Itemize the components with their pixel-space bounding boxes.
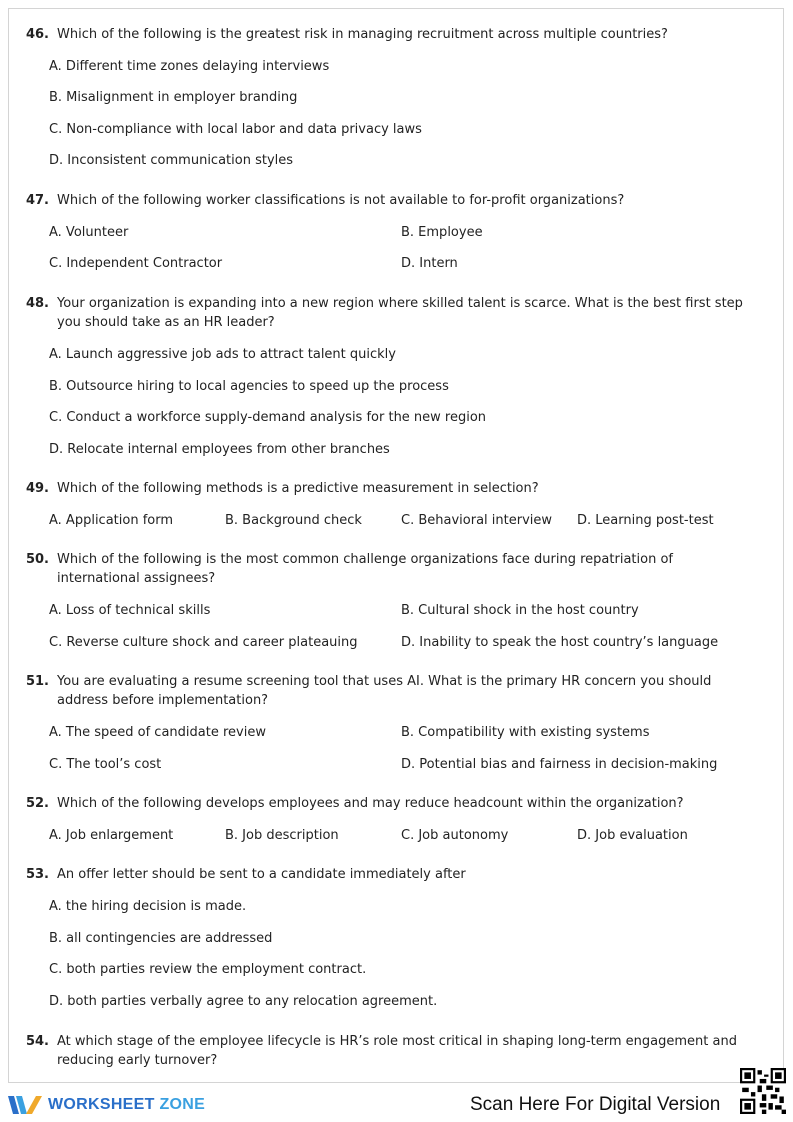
question-48 — [9, 294, 769, 332]
question-number: 49. — [25, 481, 49, 496]
option-d[interactable]: D. Intern — [401, 256, 458, 271]
question-text: Which of the following worker classifications is not available to for-profit organizations? — [57, 193, 625, 208]
option-d[interactable]: D. both parties verbally agree to any relocation agreement. — [49, 994, 438, 1009]
brand-logo[interactable] — [8, 1094, 205, 1116]
option-c[interactable]: C. Conduct a workforce supply-demand analysis for the new region — [49, 410, 487, 425]
option-a[interactable]: A. Volunteer — [49, 225, 129, 240]
option-a[interactable]: A. Job enlargement — [49, 828, 174, 843]
option-a[interactable]: A. Launch aggressive job ads to attract talent quickly — [49, 347, 396, 362]
option-b[interactable]: B. Compatibility with existing systems — [401, 725, 650, 740]
question-number: 53. — [25, 867, 49, 882]
option-a[interactable]: A. Different time zones delaying interviews — [49, 59, 330, 74]
question-number: 52. — [25, 796, 49, 811]
option-a[interactable]: A. Loss of technical skills — [49, 603, 211, 618]
option-b[interactable]: B. Misalignment in employer branding — [49, 90, 298, 105]
question-text: Which of the following methods is a predictive measurement in selection? — [57, 481, 539, 496]
question-text: Which of the following is the greatest risk in managing recruitment across multiple countries? — [57, 27, 668, 42]
option-d[interactable]: D. Inconsistent communication styles — [49, 153, 294, 168]
question-51 — [9, 672, 769, 710]
option-c[interactable]: C. both parties review the employment contract. — [49, 962, 367, 977]
question-54 — [9, 1032, 769, 1070]
question-text: You are evaluating a resume screening tool that uses AI. What is the primary HR concern you should address before implementation? — [57, 674, 712, 708]
question-number: 47. — [25, 193, 49, 208]
question-text: Which of the following develops employees and may reduce headcount within the organization? — [57, 796, 684, 811]
option-c[interactable]: C. Non-compliance with local labor and data privacy laws — [49, 122, 422, 137]
question-49 — [9, 479, 769, 498]
option-b[interactable]: B. Background check — [225, 513, 362, 528]
question-text: At which stage of the employee lifecycle is HR’s role most critical in shaping long-term engagement and reducing early turnover? — [57, 1034, 737, 1068]
question-46 — [9, 25, 769, 44]
option-c[interactable]: C. The tool’s cost — [49, 757, 162, 772]
option-b[interactable]: B. Employee — [401, 225, 483, 240]
question-number: 54. — [25, 1034, 49, 1049]
worksheet-page — [8, 8, 784, 1083]
question-text: Which of the following is the most common challenge organizations face during repatriation of international assignees? — [57, 552, 673, 586]
option-d[interactable]: D. Learning post-test — [577, 513, 714, 528]
qr-code-icon[interactable] — [740, 1068, 786, 1114]
brand-primary: WORKSHEET — [48, 1096, 155, 1113]
question-number: 51. — [25, 674, 49, 689]
option-d[interactable]: D. Job evaluation — [577, 828, 688, 843]
question-52 — [9, 794, 769, 813]
scan-prompt: Scan Here For Digital Version — [470, 1094, 721, 1115]
option-c[interactable]: C. Job autonomy — [401, 828, 509, 843]
brand-name — [48, 1096, 205, 1114]
option-d[interactable]: D. Relocate internal employees from other branches — [49, 442, 390, 457]
option-a[interactable]: A. The speed of candidate review — [49, 725, 266, 740]
question-50 — [9, 550, 769, 588]
option-b[interactable]: B. Outsource hiring to local agencies to speed up the process — [49, 379, 449, 394]
worksheet-zone-logo-icon — [8, 1094, 42, 1116]
question-53 — [9, 865, 769, 884]
option-a[interactable]: A. the hiring decision is made. — [49, 899, 247, 914]
option-b[interactable]: B. Job description — [225, 828, 339, 843]
option-c[interactable]: C. Behavioral interview — [401, 513, 553, 528]
question-text: Your organization is expanding into a new region where skilled talent is scarce. What is the best first step you should take as an HR leader? — [57, 296, 743, 330]
option-c[interactable]: C. Reverse culture shock and career plateauing — [49, 635, 358, 650]
question-47 — [9, 191, 769, 210]
option-d[interactable]: D. Potential bias and fairness in decision-making — [401, 757, 718, 772]
question-text: An offer letter should be sent to a candidate immediately after — [57, 867, 466, 882]
option-b[interactable]: B. all contingencies are addressed — [49, 931, 273, 946]
brand-secondary: ZONE — [159, 1096, 206, 1113]
option-b[interactable]: B. Cultural shock in the host country — [401, 603, 639, 618]
option-a[interactable]: A. Application form — [49, 513, 174, 528]
option-c[interactable]: C. Independent Contractor — [49, 256, 223, 271]
question-number: 46. — [25, 27, 49, 42]
question-number: 50. — [25, 552, 49, 567]
question-number: 48. — [25, 296, 49, 311]
option-d[interactable]: D. Inability to speak the host country’s language — [401, 635, 719, 650]
